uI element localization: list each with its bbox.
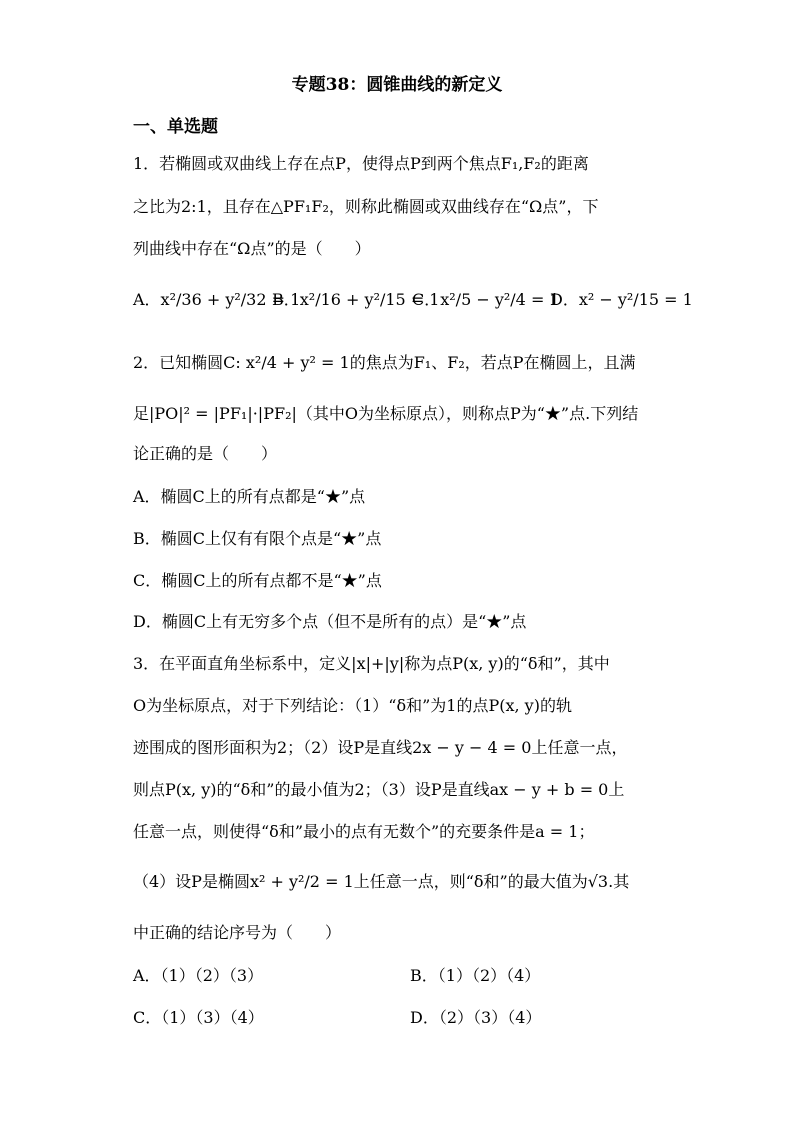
q1-option-a: A．x²/36 + y²/32 = 1 — [133, 290, 301, 309]
q3-line-1: 3．在平面直角坐标系中，定义|x|+|y|称为点P(x, y)的“δ和”，其中 — [133, 654, 610, 673]
q3-option-c: C．（1）（3）（4） — [133, 1008, 264, 1027]
q2-line-3: 论正确的是（ ） — [133, 444, 278, 463]
q3-option-d: D．（2）（3）（4） — [410, 1008, 542, 1027]
q2-line-2: 足|PO|² = |PF₁|·|PF₂|（其中O为坐标原点），则称点P为“★”点.下列结 — [133, 404, 639, 423]
q2-option-d: D．椭圆C上有无穷多个点（但不是所有的点）是“★”点 — [133, 612, 527, 631]
q3-line-6: （4）设P是椭圆x² + y²/2 = 1上任意一点，则“δ和”的最大值为√3.其 — [133, 872, 630, 891]
q3-line-5: 任意一点，则使得“δ和”最小的点有无数个”的充要条件是a = 1； — [133, 822, 595, 841]
q1-option-b: B．x²/16 + y²/15 = 1 — [272, 290, 440, 309]
q1-line-1: 1．若椭圆或双曲线上存在点P，使得点P到两个焦点F₁,F₂的距离 — [133, 154, 589, 173]
q2-option-a: A．椭圆C上的所有点都是“★”点 — [133, 487, 366, 506]
q3-option-a: A．（1）（2）（3） — [133, 966, 264, 985]
q1-line-2: 之比为2:1，且存在△PF₁F₂，则称此椭圆或双曲线存在“Ω点”，下 — [133, 197, 599, 216]
q2-line-1: 2．已知椭圆C: x²/4 + y² = 1的焦点为F₁、F₂，若点P在椭圆上，且满 — [133, 353, 636, 372]
page-title: 专题38：圆锥曲线的新定义 — [291, 75, 503, 95]
q1-option-d: D．x² − y²/15 = 1 — [550, 290, 693, 309]
q3-option-b: B．（1）（2）（4） — [410, 966, 541, 985]
q1-option-c: C．x²/5 − y²/4 = 1 — [412, 290, 560, 309]
q3-line-7: 中正确的结论序号为（ ） — [133, 923, 342, 942]
q3-line-2: O为坐标原点，对于下列结论：（1）“δ和”为1的点P(x, y)的轨 — [133, 696, 572, 715]
q3-line-3: 迹围成的图形面积为2；（2）设P是直线2x − y − 4 = 0上任意一点， — [133, 738, 628, 757]
q2-option-b: B．椭圆C上仅有有限个点是“★”点 — [133, 529, 382, 548]
section-heading: 一、单选题 — [133, 117, 218, 137]
q3-line-4: 则点P(x, y)的“δ和”的最小值为2；（3）设P是直线ax − y + b = 0上 — [133, 780, 625, 799]
q1-line-3: 列曲线中存在“Ω点”的是（ ） — [133, 239, 371, 258]
q2-option-c: C．椭圆C上的所有点都不是“★”点 — [133, 571, 382, 590]
